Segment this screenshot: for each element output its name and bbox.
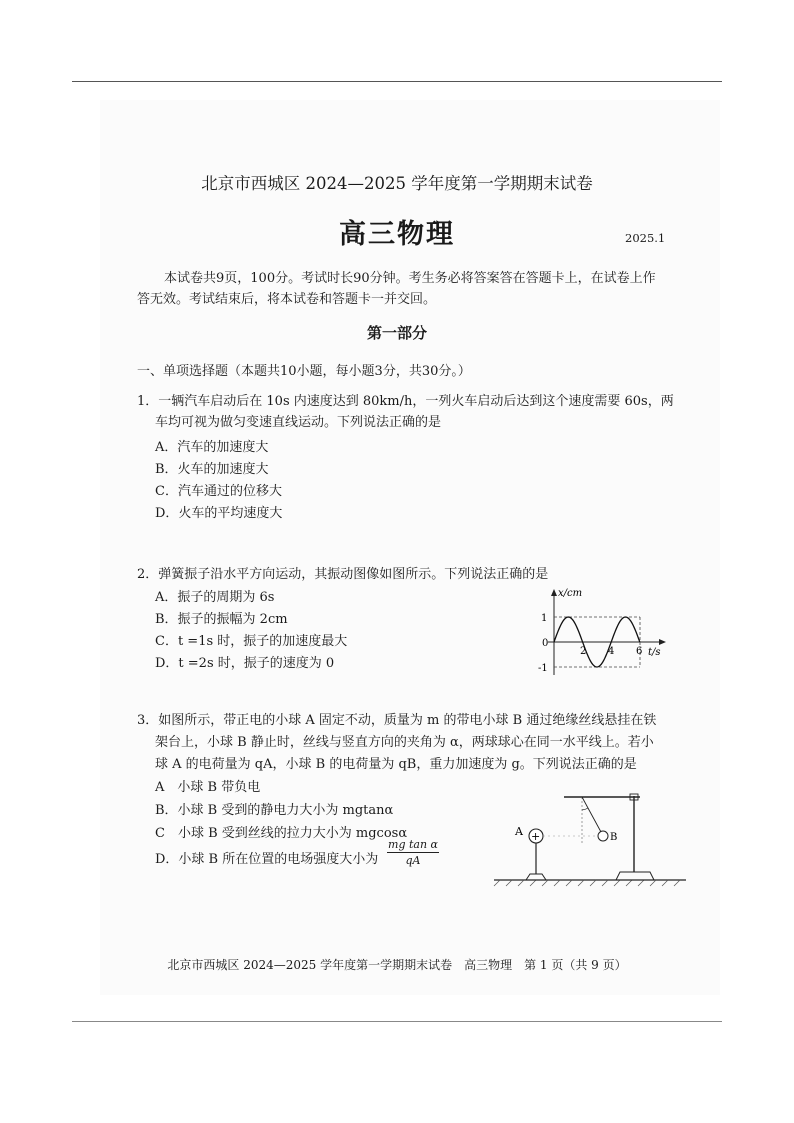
intro-line-2: 答无效。考试结束后，将本试卷和答题卡一并交回。 <box>137 292 437 307</box>
x-tick-label-6: 6 <box>636 646 643 657</box>
vibration-graph <box>528 585 668 680</box>
x-tick-label-2: 2 <box>580 646 587 657</box>
q3-option-b: B．小球 B 受到的静电力大小为 mgtanα <box>155 803 394 818</box>
q1-line-1: 1．一辆汽车启动后在 10s 内速度达到 80km/h，一列火车启动后达到这个速度需要 60s，两 <box>137 394 674 409</box>
x-axis-arrow <box>659 639 666 645</box>
plus-sign-icon: + <box>531 830 541 843</box>
bottom-rule <box>72 1021 722 1022</box>
q1-option-d: D．火车的平均速度大 <box>155 506 283 521</box>
top-rule <box>72 81 722 82</box>
fraction-denominator: qA <box>405 854 421 867</box>
y-tick-label-max: 1 <box>541 613 548 624</box>
subject-title: 高三物理 <box>339 219 455 250</box>
intro-line-1: 本试卷共9页，100分。考试时长90分钟。考生务必将答案答在答题卡上，在试卷上作 <box>164 271 656 286</box>
y-tick-label-zero: 0 <box>542 638 549 649</box>
exam-title: 北京市西城区 2024—2025 学年度第一学期期末试卷 <box>201 174 593 193</box>
angle-arc <box>582 808 588 810</box>
field-strength-fraction <box>387 838 439 867</box>
label-a: A <box>515 825 523 838</box>
q3-option-c: C 小球 B 受到丝线的拉力大小为 mgcosα <box>155 826 408 841</box>
q2-line-1: 2．弹簧振子沿水平方向运动，其振动图像如图所示。下列说法正确的是 <box>137 567 549 582</box>
stand-a-base <box>526 874 546 880</box>
exam-date: 2025.1 <box>625 231 666 245</box>
q3-line-3: 球 A 的电荷量为 qA，小球 B 的电荷量为 qB，重力加速度为 g。下列说法正确的是 <box>155 757 637 772</box>
x-tick-label-4: 4 <box>608 646 615 657</box>
label-b: B <box>610 832 618 843</box>
q2-option-a: A．振子的周期为 6s <box>155 590 275 605</box>
q2-option-d: D．t =2s 时，振子的速度为 0 <box>155 656 335 671</box>
q1-option-b: B．火车的加速度大 <box>155 462 269 477</box>
section-heading: 一、单项选择题（本题共10小题，每小题3分，共30分。） <box>137 364 471 379</box>
silk-thread <box>582 797 601 832</box>
ground-hatching <box>494 880 680 886</box>
charged-spheres-figure <box>490 780 690 890</box>
iron-stand-base <box>616 872 654 880</box>
y-axis-label: x/cm <box>558 588 583 599</box>
q1-option-a: A．汽车的加速度大 <box>155 440 269 455</box>
q2-option-b: B．振子的振幅为 2cm <box>155 612 288 627</box>
x-axis-label: t/s <box>648 647 661 658</box>
y-axis-arrow <box>551 589 557 596</box>
q3-line-2: 架台上，小球 B 静止时，丝线与竖直方向的夹角为 α，两球球心在同一水平线上。若小 <box>155 735 654 750</box>
q3-line-1: 3．如图所示，带正电的小球 A 固定不动，质量为 m 的带电小球 B 通过绝缘丝线悬挂在铁 <box>137 713 657 728</box>
q1-option-c: C．汽车通过的位移大 <box>155 484 282 499</box>
fraction-numerator: mg tan α <box>388 838 438 851</box>
part-heading: 第一部分 <box>366 324 427 342</box>
q3-option-d: D．小球 B 所在位置的电场强度大小为 <box>155 852 379 867</box>
q3-option-a: A 小球 B 带负电 <box>155 780 261 795</box>
q1-line-2: 车均可视为做匀变速直线运动。下列说法正确的是 <box>155 415 442 430</box>
page-footer: 北京市西城区 2024—2025 学年度第一学期期末试卷 高三物理 第 1 页（共 9 页） <box>167 958 627 972</box>
sphere-b <box>598 831 608 841</box>
q2-option-c: C．t =1s 时，振子的加速度最大 <box>155 634 348 649</box>
y-tick-label-min: -1 <box>538 663 548 674</box>
